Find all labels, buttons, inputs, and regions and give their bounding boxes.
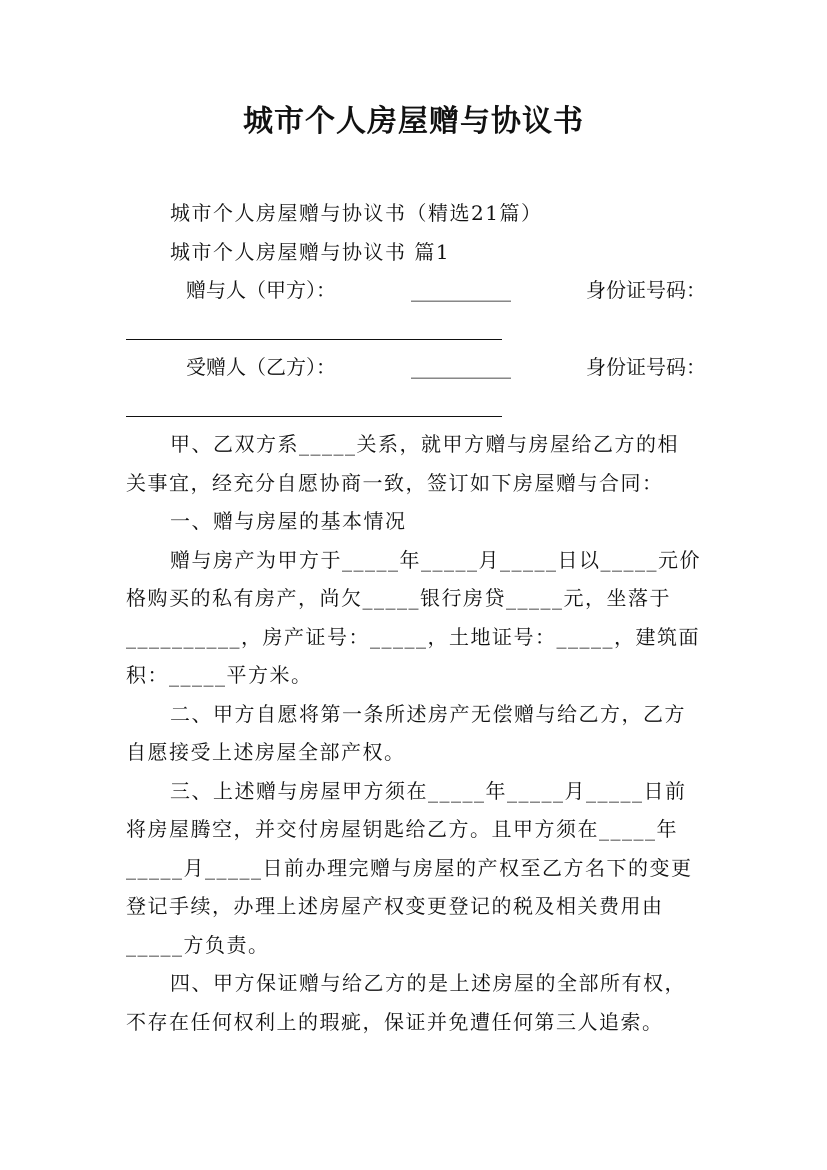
- paragraph-line: __________，房产证号：_____，土地证号：_____，建筑面: [126, 624, 700, 649]
- paragraph-line: _____月_____日前办理完赠与房屋的产权至乙方名下的变更: [126, 855, 693, 880]
- donee-blank: __________: [411, 355, 511, 379]
- paragraph-line: 不存在任何权利上的瑕疵，保证并免遭任何第三人追索。: [126, 1009, 664, 1034]
- subtitle-line: 城市个人房屋赠与协议书（精选21篇）: [170, 201, 543, 225]
- paragraph-line: 将房屋腾空，并交付房屋钥匙给乙方。且甲方须在_____年: [126, 817, 678, 841]
- donor-label: 赠与人（甲方）：: [186, 278, 336, 302]
- document-title: 城市个人房屋赠与协议书: [243, 104, 584, 139]
- donee-id-blank: [126, 387, 706, 426]
- paragraph-line: 四、甲方保证赠与给乙方的是上述房屋的全部所有权，: [170, 971, 686, 995]
- donee-label: 受赠人（乙方）：: [186, 355, 336, 379]
- paragraph-line: 自愿接受上述房屋全部产权。: [126, 740, 406, 764]
- donee-id-label: 身份证号码：: [586, 355, 706, 379]
- paragraph-line: _____方负责。: [126, 932, 270, 957]
- paragraph-line: 积：_____平方米。: [126, 663, 313, 687]
- paragraph-line: 二、甲方自愿将第一条所述房产无偿赠与给乙方，乙方: [170, 701, 686, 726]
- document-body: [126, 194, 706, 1041]
- donor-id-label: 身份证号码：: [586, 278, 706, 302]
- paragraph-line: 三、上述赠与房屋甲方须在_____年_____月_____日前: [170, 778, 687, 803]
- paragraph-line: 登记手续，办理上述房屋产权变更登记的税及相关费用由: [126, 894, 664, 918]
- donor-id-blank: [126, 310, 706, 349]
- paragraph-line: 甲、乙双方系_____关系，就甲方赠与房屋给乙方的相: [170, 432, 679, 456]
- paragraph-line: 格购买的私有房产，尚欠_____银行房贷_____元，坐落于: [126, 586, 671, 610]
- donor-line: [126, 271, 706, 310]
- section-heading: 城市个人房屋赠与协议书 篇1: [170, 239, 451, 264]
- donee-line: [126, 348, 706, 387]
- paragraph-line: 赠与房产为甲方于_____年_____月_____日以_____元价: [170, 547, 701, 572]
- paragraph-line: 关事宜，经充分自愿协商一致，签订如下房屋赠与合同：: [126, 470, 664, 495]
- donor-blank: __________: [411, 278, 511, 302]
- clause-heading: 一、赠与房屋的基本情况: [170, 509, 407, 533]
